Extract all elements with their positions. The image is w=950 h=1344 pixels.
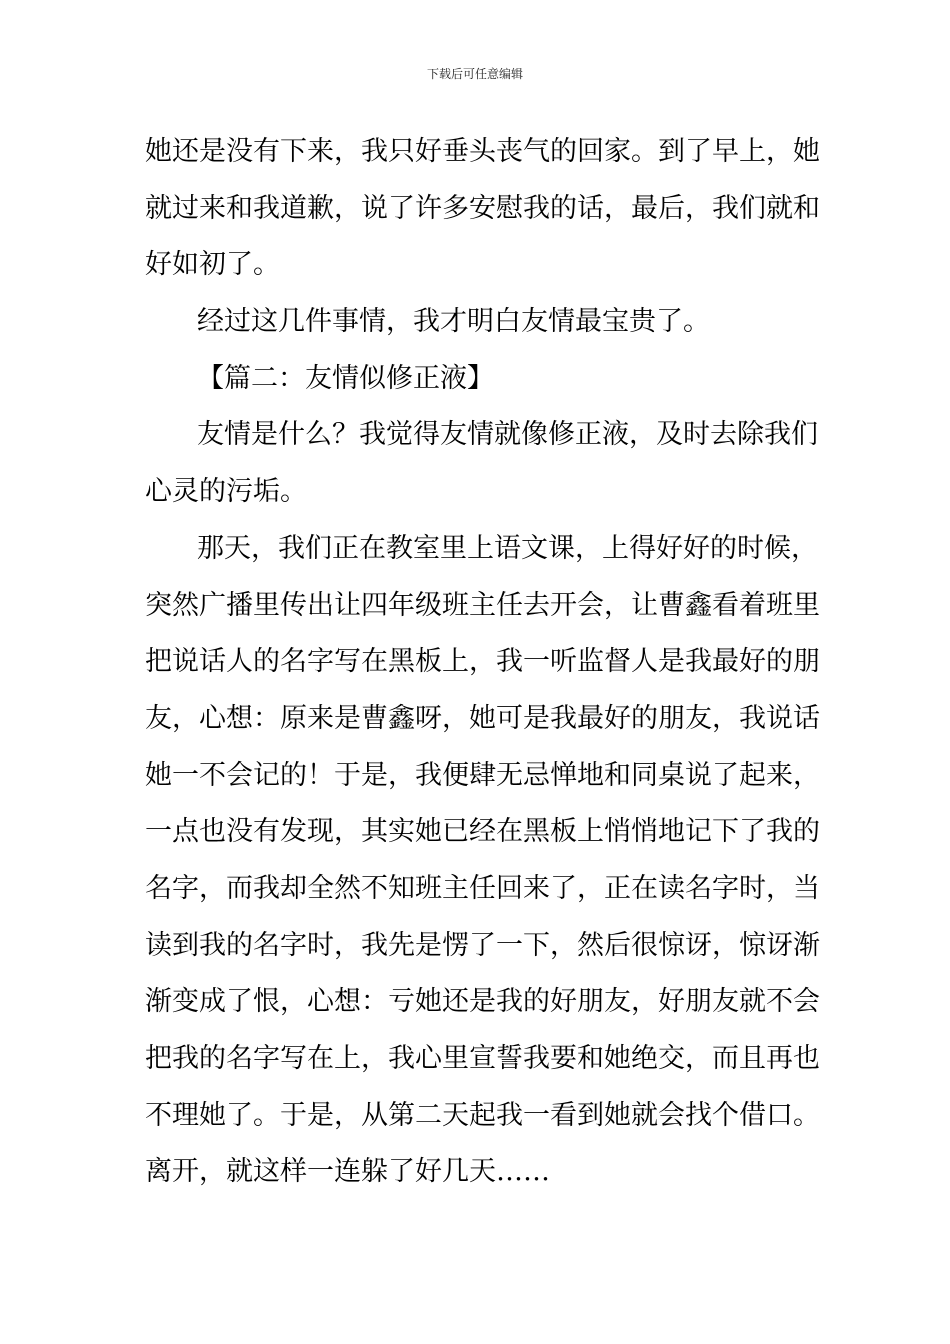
text-line: 一点也没有发现，其实她已经在黑板上悄悄地记下了我的 [145, 816, 820, 848]
text-line: 名字，而我却全然不知班主任回来了，正在读名字时，当 [145, 872, 820, 904]
text-line: 把说话人的名字写在黑板上，我一听监督人是我最好的朋 [145, 646, 820, 678]
text-line: 不理她了。于是，从第二天起我一看到她就会找个借口。 [145, 1099, 820, 1131]
text-line: 离开，就这样一连躲了好几天…… [145, 1156, 550, 1188]
text-line: 她还是没有下来，我只好垂头丧气的回家。到了早上，她 [145, 136, 820, 167]
text-line: 就过来和我道歉，说了许多安慰我的话，最后，我们就和 [145, 192, 820, 224]
text-line: 好如初了。 [145, 249, 280, 281]
text-line: 突然广播里传出让四年级班主任去开会，让曹鑫看着班里 [145, 589, 820, 621]
document-body [145, 124, 820, 1201]
text-line: 她一不会记的！于是，我便肆无忌惮地和同桌说了起来， [145, 759, 820, 791]
text-line: 友，心想：原来是曹鑫呀，她可是我最好的朋友，我说话 [145, 702, 820, 734]
page-header: 下载后可任意编辑 [426, 67, 523, 81]
text-line: 把我的名字写在上，我心里宣誓我要和她绝交，而且再也 [145, 1043, 820, 1074]
text-line: 友情是什么？我觉得友情就像修正液，及时去除我们 [197, 419, 818, 451]
text-line: 经过这几件事情，我才明白友情最宝贵了。 [197, 306, 710, 338]
text-line: 那天，我们正在教室里上语文课，上得好好的时候， [197, 532, 818, 564]
text-line: 渐变成了恨，心想：亏她还是我的好朋友，好朋友就不会 [145, 986, 820, 1018]
section-heading: 【篇二：友情似修正液】 [197, 362, 494, 394]
text-line: 心灵的污垢。 [145, 476, 307, 508]
text-line: 读到我的名字时，我先是愣了一下，然后很惊讶，惊讶渐 [145, 929, 820, 961]
